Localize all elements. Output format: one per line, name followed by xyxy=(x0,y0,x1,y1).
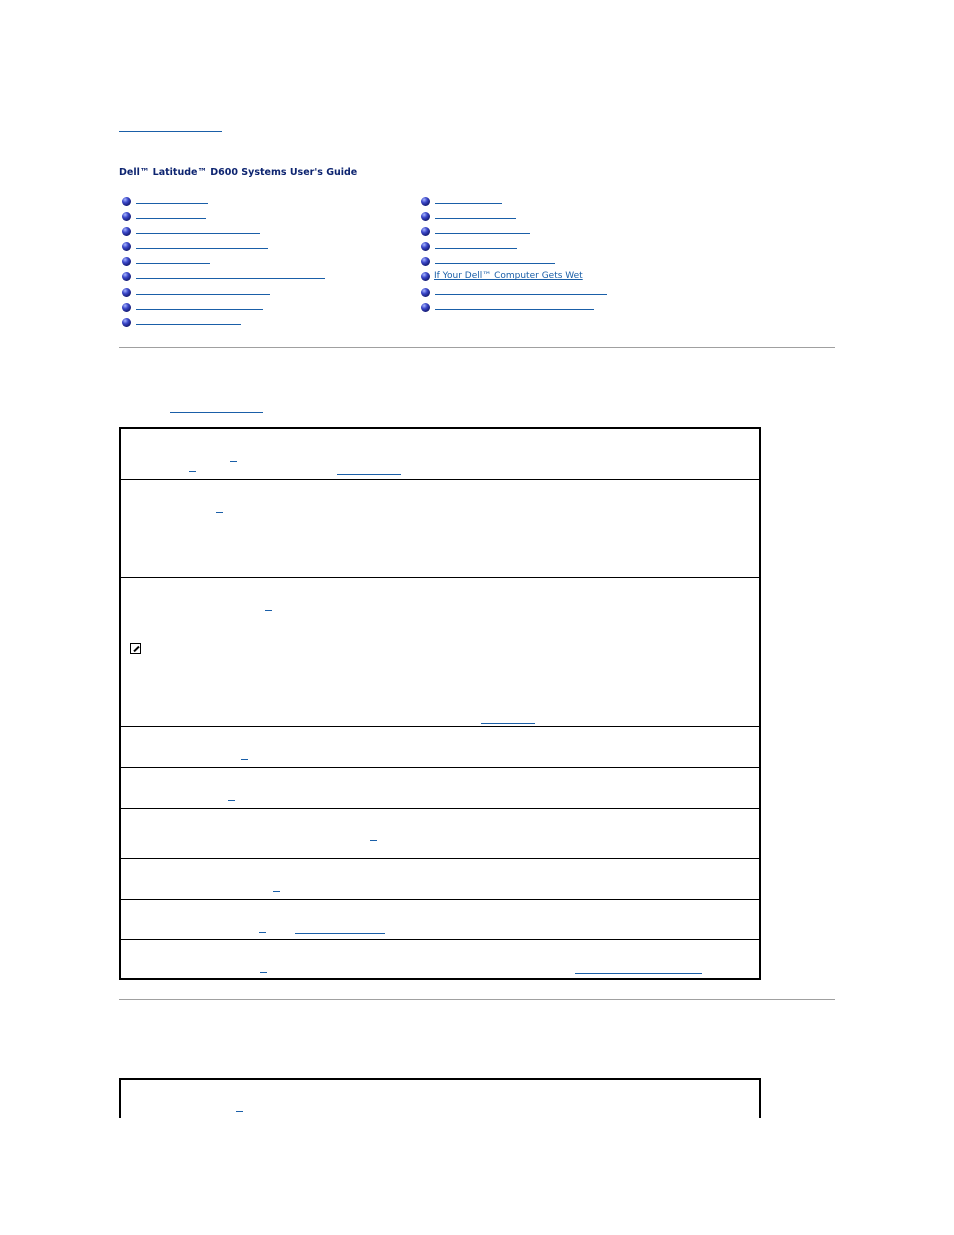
table-row xyxy=(121,578,759,727)
note-icon xyxy=(130,643,141,654)
toc-link-underline[interactable] xyxy=(136,218,206,219)
table-row xyxy=(121,1080,759,1118)
toc-link-underline[interactable] xyxy=(435,218,516,219)
bullet-icon xyxy=(421,288,430,297)
footnote-link[interactable] xyxy=(189,471,196,472)
footnote-link[interactable] xyxy=(370,840,377,841)
toc-link-underline[interactable] xyxy=(136,324,241,325)
table-row xyxy=(121,900,759,940)
table-row xyxy=(121,480,759,578)
toc-link-underline[interactable] xyxy=(136,233,260,234)
bullet-icon xyxy=(122,318,131,327)
section-link[interactable] xyxy=(170,412,263,413)
bullet-icon xyxy=(421,303,430,312)
footnote-link[interactable] xyxy=(228,800,235,801)
back-to-contents-link[interactable] xyxy=(119,131,222,132)
inline-link[interactable] xyxy=(295,933,385,934)
inline-link[interactable] xyxy=(481,723,535,724)
footnote-link[interactable] xyxy=(273,891,280,892)
bullet-icon xyxy=(421,197,430,206)
toc-link-underline[interactable] xyxy=(435,294,607,295)
inline-link[interactable] xyxy=(337,474,401,475)
bullet-icon xyxy=(122,227,131,236)
bullet-icon xyxy=(122,242,131,251)
bullet-icon xyxy=(122,272,131,281)
toc-link-underline[interactable] xyxy=(136,203,208,204)
table-row xyxy=(121,859,759,900)
toc-link-underline[interactable] xyxy=(435,203,502,204)
bullet-icon xyxy=(122,303,131,312)
table-row xyxy=(121,429,759,480)
toc-link-underline[interactable] xyxy=(136,263,210,264)
footnote-link[interactable] xyxy=(230,461,237,462)
bullet-icon xyxy=(122,197,131,206)
bullet-icon xyxy=(122,212,131,221)
toc-link-underline[interactable] xyxy=(435,263,555,264)
table-row xyxy=(121,809,759,859)
bullet-icon xyxy=(122,288,131,297)
toc-link-underline[interactable] xyxy=(136,278,325,279)
toc-link-underline[interactable] xyxy=(435,309,594,310)
table-row xyxy=(121,940,759,980)
bullet-icon xyxy=(421,257,430,266)
footnote-link[interactable] xyxy=(241,759,248,760)
bullet-icon xyxy=(421,272,430,281)
toc-link-underline[interactable] xyxy=(136,248,268,249)
footnote-link[interactable] xyxy=(216,512,223,513)
bullet-icon xyxy=(122,257,131,266)
troubleshooting-table xyxy=(119,427,761,980)
toc-link-computer-gets-wet[interactable]: If Your Dell™ Computer Gets Wet xyxy=(434,271,583,282)
table-row xyxy=(121,727,759,768)
toc-link-underline[interactable] xyxy=(136,294,270,295)
troubleshooting-table-2 xyxy=(119,1078,761,1118)
section-divider xyxy=(119,347,835,348)
toc-link-underline[interactable] xyxy=(435,233,530,234)
footnote-link[interactable] xyxy=(260,972,267,973)
toc-link-underline[interactable] xyxy=(435,248,517,249)
section-divider xyxy=(119,999,835,1000)
bullet-icon xyxy=(421,227,430,236)
footnote-link[interactable] xyxy=(265,610,272,611)
table-row xyxy=(121,768,759,809)
inline-link[interactable] xyxy=(575,973,702,974)
bullet-icon xyxy=(421,212,430,221)
page-title: Dell™ Latitude™ D600 Systems User's Guide xyxy=(119,167,358,178)
footnote-link[interactable] xyxy=(236,1111,243,1112)
toc-link-underline[interactable] xyxy=(136,309,263,310)
footnote-link[interactable] xyxy=(259,932,266,933)
bullet-icon xyxy=(421,242,430,251)
